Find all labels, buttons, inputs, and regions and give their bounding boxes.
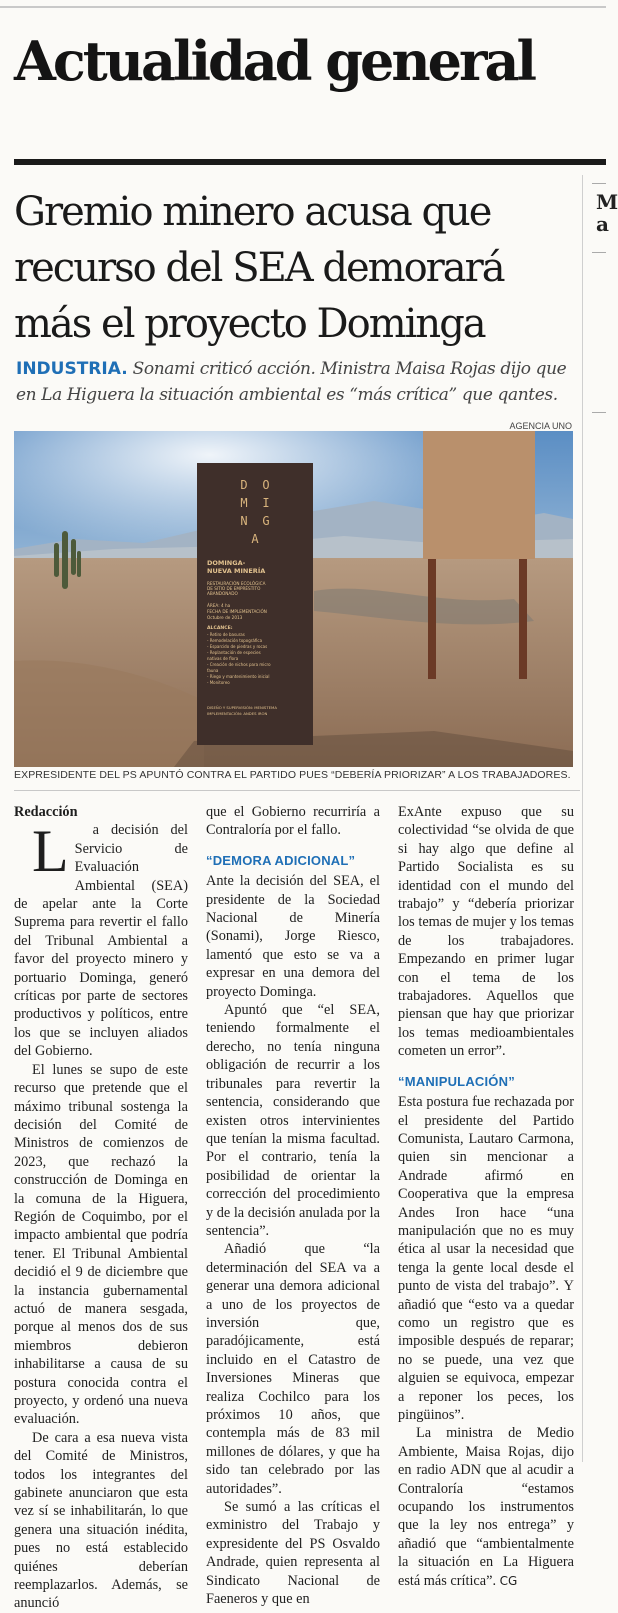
drop-cap: L xyxy=(32,818,69,885)
headline-line: recurso del SEA demorará xyxy=(14,245,504,291)
body-column-1 xyxy=(14,803,188,1613)
deck xyxy=(16,356,582,408)
photo-caption: EXPRESIDENTE DEL PS APUNTÓ CONTRA EL PARTIDO PUES “DEBERÍA PRIORIZAR” A LOS TRABAJADORES. xyxy=(14,769,571,781)
sign-text: RESTAURACIÓN ECOLÓGICA xyxy=(207,581,266,586)
sign-logo-letter: G xyxy=(262,514,270,528)
paragraph: Se sumó a las críticas el exministro del Trabajo y expresidente del PS Osvaldo Andrade, quien representa al Sindicato Nacional de Faeneros y que en xyxy=(206,1499,380,1608)
sign-post xyxy=(519,559,527,679)
sign-footer: DISEÑO Y SUPERVISIÓN: MENISTEMA xyxy=(207,705,277,710)
sidebar-fragment-top: M xyxy=(596,190,618,214)
headline-line: Gremio minero acusa que xyxy=(14,189,491,235)
sign-post xyxy=(428,559,436,679)
sign-scope-item: nativas de flora xyxy=(207,656,239,661)
headline-line: más el proyecto Dominga xyxy=(14,301,485,347)
sign-scope-item: - Creación de nichos para micro xyxy=(207,662,271,667)
sign-scope-item: - Esparcido de piedras y rocas xyxy=(207,644,268,649)
byline: Redacción xyxy=(14,804,78,820)
sign-title: DOMINGA- xyxy=(207,559,246,567)
article-photo xyxy=(14,431,573,767)
sidebar-fragment-mid: a xyxy=(596,212,609,236)
body-column-3 xyxy=(398,803,574,1590)
paragraph xyxy=(14,818,188,1060)
sign-title: NUEVA MINERÍA xyxy=(207,567,266,575)
sign-logo-letter: D xyxy=(240,478,248,492)
sidebar-rule xyxy=(592,412,606,413)
body-column-2 xyxy=(206,803,380,1608)
paragraph: Apuntó que “el SEA, teniendo formalmente el derecho, no tenía ninguna obligación de recurrir a los tribunales para revertir la sentencia, considerando que existen otros intervinientes que tenían la misma facultad. Por el contrario, tenía la posibilidad de orientar la corrección del procedimiento y de la decisión anulada por la sentencia”. xyxy=(206,1002,380,1239)
paragraph: Esta postura fue rechazada por el presidente del Partido Comunista, Lautaro Carmona, quien sin mencionar a Andrade afirmó en Cooperativa que la empresa Andes Iron hace “una manipulación que no es muy ética al usar la necesidad que tenga la gente local desde el punto de vista del trabajo”. Y añadió que “esto va a quedar como un registro que es imposible después de reparar; no se puede, una vez que alguien se equivoca, empezar a reponer los peces, los pingüinos”. xyxy=(398,1094,574,1423)
sidebar-rule xyxy=(592,183,606,184)
sign-scope-item: - Riego y mantenimiento inicial xyxy=(207,674,270,679)
photo-credit: AGENCIA UNO xyxy=(509,421,572,431)
paragraph: Ante la decisión del SEA, el presidente de la Sociedad Nacional de Minería (Sonami), Jorge Riesco, lamentó que esto se va a expresar en una demora del proyecto Dominga. xyxy=(206,873,380,1000)
paragraph: De cara a esa nueva vista del Comité de Ministros, todos los integrantes del gabinete anunciaron que esta vez sí se inhabilitarán, lo que genera una situación inédita, pues no está establecido quiénes deberían reemplazarlos. Además, se anunció xyxy=(14,1429,188,1612)
sign-text: ÁREA: 4 ha xyxy=(207,603,231,608)
section-title: Actualidad general xyxy=(14,29,534,93)
sign-scope-item: fauna xyxy=(207,668,219,673)
top-rule xyxy=(0,6,606,8)
sign-logo-letter: O xyxy=(262,478,270,492)
sign-footer: IMPLEMENTACIÓN: ANDES IRON xyxy=(207,711,268,716)
subhead: “MANIPULACIÓN” xyxy=(398,1073,515,1089)
paragraph-text: a decisión del Servicio de Evaluación Ambiental (SEA) de apelar ante la Corte Suprema para revertir el fallo del Tribunal Ambiental a favor del proyecto minero y portuario Dominga, generó críticas por parte de sectores productivos y políticos, entre los que se incluyen aliados del Gobierno. xyxy=(14,822,188,1060)
sign-scope-item: - Retiro de basuras xyxy=(207,632,245,637)
paragraph xyxy=(398,1424,574,1590)
end-mark: CG xyxy=(499,1573,518,1588)
section-divider xyxy=(14,159,606,165)
sign-scope-item: - Monitoreo xyxy=(207,680,230,685)
headline xyxy=(14,184,580,352)
sign-text: ABANDONADO xyxy=(207,591,238,596)
column-separator xyxy=(582,175,583,1462)
sign-logo-letter: N xyxy=(240,514,248,528)
sign-text: ALCANCE: xyxy=(207,626,233,631)
caption-rule xyxy=(14,790,580,791)
subhead: “DEMORA ADICIONAL” xyxy=(206,852,356,868)
sign-scope-item: - Replantación de especies xyxy=(207,650,261,655)
sign-logo-letter: A xyxy=(251,532,259,546)
paragraph: Añadió que “la determinación del SEA va a generar una demora adicional a uno de los proyectos de inversión que, paradójicamente, está incluido en el Catastro de Inversiones Mineras que realiza Cochilco para los próximos 10 años, que contempla más de 83 mil millones de dólares, y que ha sido tan celebrado por las autoridades”. xyxy=(206,1241,380,1497)
sign-logo-letter: I xyxy=(262,496,270,510)
rusty-sign-board xyxy=(423,431,535,559)
sign-text: DE SITIO DE EMPRÉSTITO xyxy=(207,586,261,591)
paragraph: ExAnte expuso que su colectividad “se olvida de que si hay algo que define al Partido Socialista es su identidad con el mundo del trabajo” y “debería priorizar los temas de mujer y los temas de los trabajadores. Empezando en primer lugar con el tema de los trabajadores. Aquellos que piensan que hay que priorizar los temas medioambientales cometen un error”. xyxy=(398,804,574,1060)
sign-scope-item: - Remodelación topográfica xyxy=(207,638,263,643)
kicker: INDUSTRIA. xyxy=(16,359,128,379)
sidebar-rule xyxy=(592,252,606,253)
paragraph-text: La ministra de Medio Ambiente, Maisa Rojas, dijo en radio ADN que al acudir a Contraloría “estamos ocupando los instrumentos que la ley nos entrega” y añadió que “ambientalmente la situación en La Higuera está más crítica”. xyxy=(398,1425,574,1589)
deck-line: en La Higuera la situación ambiental es “más crítica” que qantes. xyxy=(16,385,558,405)
paragraph: que el Gobierno recurriría a Contraloría por el fallo. xyxy=(206,804,380,839)
deck-line: Sonami criticó acción. Ministra Maisa Rojas dijo que xyxy=(132,359,567,379)
paragraph: El lunes se supo de este recurso que pretende que el máximo tribunal sostenga la decisión del Comité de Ministros de comienzos de 2023, que rechazó la construcción de Dominga en la comuna de la Higuera, Región de Coquimbo, por el impacto ambiental que podría tener. El Tribunal Ambiental decidió el 9 de diciembre que la instancia gubernamental actuó de manera sesgada, porque al menos dos de sus miembros debieron inhabilitarse a causa de su postura conocida contra el proyecto, y ordenó una nueva evaluación. xyxy=(14,1061,188,1428)
sign-text: Octubre de 2013 xyxy=(207,615,243,620)
sign-text: FECHA DE IMPLEMENTACIÓN xyxy=(207,609,267,614)
sign-logo-letter: M xyxy=(240,496,248,510)
